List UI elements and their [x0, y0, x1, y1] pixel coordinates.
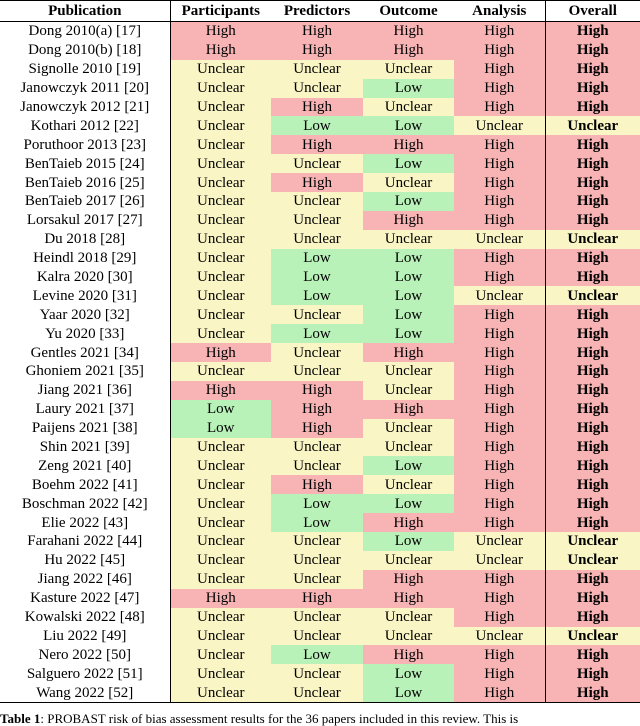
table-row — [0, 664, 640, 683]
table-row — [0, 532, 640, 551]
cell-participants: High — [170, 343, 271, 362]
cell-outcome: High — [363, 513, 454, 532]
cell-participants: Unclear — [170, 154, 271, 173]
cell-participants: Unclear — [170, 98, 271, 117]
table-row — [0, 22, 640, 41]
cell-publication: Kowalski 2022 [48] — [0, 608, 170, 627]
cell-outcome: Unclear — [363, 173, 454, 192]
cell-analysis: Unclear — [454, 286, 545, 305]
table-row — [0, 589, 640, 608]
cell-predictors: Unclear — [271, 192, 363, 211]
cell-participants: Unclear — [170, 192, 271, 211]
cell-publication: Wang 2022 [52] — [0, 683, 170, 702]
cell-participants: Unclear — [170, 60, 271, 79]
caption-label-suffix: : — [40, 712, 48, 726]
cell-analysis: High — [454, 305, 545, 324]
cell-publication: Elie 2022 [43] — [0, 513, 170, 532]
cell-predictors: Unclear — [271, 154, 363, 173]
cell-participants: Unclear — [170, 173, 271, 192]
table-row — [0, 362, 640, 381]
cell-participants: Unclear — [170, 230, 271, 249]
cell-publication: Du 2018 [28] — [0, 230, 170, 249]
cell-overall: High — [545, 154, 640, 173]
cell-publication: Dong 2010(b) [18] — [0, 41, 170, 60]
cell-outcome: Low — [363, 249, 454, 268]
cell-overall: High — [545, 608, 640, 627]
cell-predictors: Unclear — [271, 305, 363, 324]
cell-overall: High — [545, 22, 640, 41]
cell-predictors: High — [271, 173, 363, 192]
cell-publication: Dong 2010(a) [17] — [0, 22, 170, 41]
cell-outcome: Low — [363, 324, 454, 343]
cell-participants: Unclear — [170, 551, 271, 570]
cell-overall: High — [545, 41, 640, 60]
cell-overall: High — [545, 664, 640, 683]
cell-analysis: High — [454, 438, 545, 457]
cell-participants: Unclear — [170, 286, 271, 305]
cell-outcome: Unclear — [363, 419, 454, 438]
header-participants: Participants — [170, 1, 271, 22]
table-row — [0, 41, 640, 60]
cell-overall: High — [545, 456, 640, 475]
cell-publication: Ghoniem 2021 [35] — [0, 362, 170, 381]
cell-overall: Unclear — [545, 286, 640, 305]
cell-publication: Nero 2022 [50] — [0, 645, 170, 664]
table-row — [0, 419, 640, 438]
cell-outcome: High — [363, 22, 454, 41]
cell-publication: Boehm 2022 [41] — [0, 475, 170, 494]
cell-outcome: High — [363, 41, 454, 60]
cell-analysis: High — [454, 494, 545, 513]
cell-outcome: High — [363, 400, 454, 419]
cell-outcome: Low — [363, 116, 454, 135]
cell-predictors: Low — [271, 645, 363, 664]
table-row — [0, 513, 640, 532]
cell-overall: High — [545, 683, 640, 702]
cell-outcome: Unclear — [363, 438, 454, 457]
cell-overall: High — [545, 362, 640, 381]
caption-label: Table 1 — [0, 712, 41, 726]
cell-overall: High — [545, 494, 640, 513]
cell-outcome: High — [363, 343, 454, 362]
cell-overall: High — [545, 98, 640, 117]
table-row — [0, 268, 640, 287]
cell-participants: Unclear — [170, 532, 271, 551]
cell-analysis: High — [454, 400, 545, 419]
cell-analysis: High — [454, 79, 545, 98]
cell-analysis: High — [454, 154, 545, 173]
cell-participants: Unclear — [170, 305, 271, 324]
cell-publication: Kothari 2012 [22] — [0, 116, 170, 135]
cell-analysis: Unclear — [454, 532, 545, 551]
cell-predictors: Low — [271, 268, 363, 287]
cell-overall: High — [545, 438, 640, 457]
cell-participants: Unclear — [170, 324, 271, 343]
cell-publication: Paijens 2021 [38] — [0, 419, 170, 438]
cell-overall: Unclear — [545, 627, 640, 646]
header-overall: Overall — [545, 1, 640, 22]
cell-predictors: Low — [271, 286, 363, 305]
cell-analysis: High — [454, 608, 545, 627]
cell-predictors: Low — [271, 324, 363, 343]
table-row — [0, 627, 640, 646]
cell-analysis: High — [454, 683, 545, 702]
cell-publication: Laury 2021 [37] — [0, 400, 170, 419]
cell-predictors: Unclear — [271, 532, 363, 551]
cell-overall: High — [545, 645, 640, 664]
cell-overall: High — [545, 419, 640, 438]
cell-participants: Unclear — [170, 513, 271, 532]
cell-predictors: Low — [271, 513, 363, 532]
cell-predictors: High — [271, 41, 363, 60]
cell-outcome: Low — [363, 532, 454, 551]
cell-participants: Unclear — [170, 79, 271, 98]
cell-analysis: High — [454, 589, 545, 608]
cell-overall: High — [545, 173, 640, 192]
cell-outcome: Unclear — [363, 362, 454, 381]
cell-predictors: Unclear — [271, 683, 363, 702]
cell-participants: High — [170, 22, 271, 41]
cell-publication: Yu 2020 [33] — [0, 324, 170, 343]
table-row — [0, 60, 640, 79]
cell-analysis: High — [454, 192, 545, 211]
cell-publication: BenTaieb 2017 [26] — [0, 192, 170, 211]
cell-analysis: High — [454, 513, 545, 532]
cell-predictors: Unclear — [271, 343, 363, 362]
cell-outcome: Low — [363, 664, 454, 683]
cell-participants: Unclear — [170, 608, 271, 627]
cell-participants: Unclear — [170, 683, 271, 702]
cell-analysis: High — [454, 570, 545, 589]
cell-outcome: Unclear — [363, 381, 454, 400]
cell-analysis: High — [454, 419, 545, 438]
cell-publication: Yaar 2020 [32] — [0, 305, 170, 324]
cell-outcome: Low — [363, 192, 454, 211]
cell-analysis: Unclear — [454, 230, 545, 249]
table-row — [0, 381, 640, 400]
cell-analysis: High — [454, 268, 545, 287]
cell-outcome: Low — [363, 456, 454, 475]
cell-overall: High — [545, 249, 640, 268]
table-caption — [0, 712, 640, 726]
cell-analysis: High — [454, 324, 545, 343]
cell-publication: Levine 2020 [31] — [0, 286, 170, 305]
cell-analysis: High — [454, 135, 545, 154]
table-row — [0, 438, 640, 457]
cell-analysis: High — [454, 173, 545, 192]
table-row — [0, 645, 640, 664]
cell-predictors: Unclear — [271, 627, 363, 646]
cell-analysis: Unclear — [454, 627, 545, 646]
cell-predictors: Unclear — [271, 570, 363, 589]
cell-publication: Farahani 2022 [44] — [0, 532, 170, 551]
table-row — [0, 475, 640, 494]
cell-publication: Jiang 2021 [36] — [0, 381, 170, 400]
cell-overall: High — [545, 60, 640, 79]
header-publication: Publication — [0, 1, 170, 22]
header-outcome: Outcome — [363, 1, 454, 22]
cell-overall: High — [545, 135, 640, 154]
cell-outcome: Unclear — [363, 230, 454, 249]
cell-publication: Jiang 2022 [46] — [0, 570, 170, 589]
cell-analysis: Unclear — [454, 551, 545, 570]
cell-predictors: Low — [271, 249, 363, 268]
cell-participants: Unclear — [170, 211, 271, 230]
table-row — [0, 683, 640, 702]
table-row — [0, 305, 640, 324]
table-row — [0, 608, 640, 627]
cell-outcome: High — [363, 135, 454, 154]
cell-participants: High — [170, 589, 271, 608]
cell-participants: Unclear — [170, 135, 271, 154]
cell-participants: Unclear — [170, 362, 271, 381]
cell-overall: Unclear — [545, 532, 640, 551]
cell-overall: High — [545, 589, 640, 608]
table-body — [0, 22, 640, 703]
cell-publication: Poruthoor 2013 [23] — [0, 135, 170, 154]
cell-overall: High — [545, 400, 640, 419]
cell-participants: Unclear — [170, 438, 271, 457]
cell-outcome: Unclear — [363, 475, 454, 494]
cell-overall: Unclear — [545, 230, 640, 249]
cell-predictors: Unclear — [271, 362, 363, 381]
cell-overall: High — [545, 381, 640, 400]
cell-predictors: Unclear — [271, 60, 363, 79]
table-row — [0, 98, 640, 117]
header-predictors: Predictors — [271, 1, 363, 22]
table-header-row — [0, 1, 640, 22]
cell-predictors: High — [271, 589, 363, 608]
cell-analysis: High — [454, 645, 545, 664]
table-row — [0, 116, 640, 135]
cell-publication: Heindl 2018 [29] — [0, 249, 170, 268]
cell-analysis: Unclear — [454, 116, 545, 135]
cell-predictors: Unclear — [271, 664, 363, 683]
cell-overall: High — [545, 343, 640, 362]
cell-participants: Unclear — [170, 494, 271, 513]
cell-predictors: Unclear — [271, 230, 363, 249]
cell-analysis: High — [454, 22, 545, 41]
cell-analysis: High — [454, 381, 545, 400]
cell-participants: High — [170, 381, 271, 400]
cell-predictors: Low — [271, 494, 363, 513]
cell-publication: Signolle 2010 [19] — [0, 60, 170, 79]
cell-outcome: Unclear — [363, 60, 454, 79]
table-row — [0, 249, 640, 268]
cell-outcome: Unclear — [363, 608, 454, 627]
cell-overall: Unclear — [545, 116, 640, 135]
cell-publication: BenTaieb 2016 [25] — [0, 173, 170, 192]
cell-outcome: Unclear — [363, 627, 454, 646]
table-row — [0, 79, 640, 98]
cell-predictors: High — [271, 22, 363, 41]
cell-publication: Gentles 2021 [34] — [0, 343, 170, 362]
cell-analysis: High — [454, 475, 545, 494]
cell-participants: Unclear — [170, 664, 271, 683]
cell-outcome: High — [363, 645, 454, 664]
cell-predictors: High — [271, 400, 363, 419]
cell-analysis: High — [454, 249, 545, 268]
cell-analysis: High — [454, 60, 545, 79]
table-row — [0, 570, 640, 589]
cell-participants: Unclear — [170, 475, 271, 494]
cell-outcome: Low — [363, 268, 454, 287]
cell-predictors: Unclear — [271, 79, 363, 98]
cell-outcome: High — [363, 589, 454, 608]
cell-publication: Boschman 2022 [42] — [0, 494, 170, 513]
cell-participants: Unclear — [170, 116, 271, 135]
table-row — [0, 456, 640, 475]
table-row — [0, 135, 640, 154]
table-row — [0, 400, 640, 419]
cell-predictors: Unclear — [271, 438, 363, 457]
table-row — [0, 230, 640, 249]
cell-outcome: Low — [363, 79, 454, 98]
cell-participants: Low — [170, 400, 271, 419]
cell-participants: Unclear — [170, 268, 271, 287]
cell-publication: BenTaieb 2015 [24] — [0, 154, 170, 173]
cell-publication: Kalra 2020 [30] — [0, 268, 170, 287]
table-row — [0, 343, 640, 362]
cell-overall: High — [545, 268, 640, 287]
cell-overall: High — [545, 513, 640, 532]
cell-overall: High — [545, 570, 640, 589]
table-row — [0, 324, 640, 343]
cell-predictors: Unclear — [271, 456, 363, 475]
cell-publication: Hu 2022 [45] — [0, 551, 170, 570]
cell-predictors: Unclear — [271, 551, 363, 570]
cell-publication: Janowczyk 2011 [20] — [0, 79, 170, 98]
cell-analysis: High — [454, 456, 545, 475]
cell-outcome: Unclear — [363, 98, 454, 117]
cell-analysis: High — [454, 343, 545, 362]
cell-analysis: High — [454, 211, 545, 230]
cell-publication: Lorsakul 2017 [27] — [0, 211, 170, 230]
table-row — [0, 173, 640, 192]
cell-outcome: Low — [363, 305, 454, 324]
cell-analysis: High — [454, 41, 545, 60]
cell-overall: High — [545, 211, 640, 230]
cell-publication: Shin 2021 [39] — [0, 438, 170, 457]
cell-participants: Unclear — [170, 456, 271, 475]
cell-outcome: Low — [363, 494, 454, 513]
cell-outcome: Low — [363, 286, 454, 305]
cell-overall: High — [545, 305, 640, 324]
cell-overall: High — [545, 192, 640, 211]
header-analysis: Analysis — [454, 1, 545, 22]
cell-predictors: Low — [271, 116, 363, 135]
cell-overall: Unclear — [545, 551, 640, 570]
cell-predictors: Unclear — [271, 608, 363, 627]
cell-outcome: High — [363, 211, 454, 230]
table-row — [0, 192, 640, 211]
table-row — [0, 494, 640, 513]
cell-publication: Zeng 2021 [40] — [0, 456, 170, 475]
cell-participants: High — [170, 41, 271, 60]
cell-predictors: High — [271, 475, 363, 494]
cell-analysis: High — [454, 664, 545, 683]
cell-predictors: Unclear — [271, 211, 363, 230]
cell-participants: Unclear — [170, 570, 271, 589]
cell-publication: Salguero 2022 [51] — [0, 664, 170, 683]
cell-publication: Janowczyk 2012 [21] — [0, 98, 170, 117]
cell-predictors: High — [271, 135, 363, 154]
cell-publication: Kasture 2022 [47] — [0, 589, 170, 608]
cell-participants: Unclear — [170, 249, 271, 268]
cell-predictors: High — [271, 98, 363, 117]
caption-text: PROBAST risk of bias assessment results for the 36 papers included in this review. This is — [47, 712, 519, 726]
cell-predictors: High — [271, 419, 363, 438]
cell-participants: Unclear — [170, 627, 271, 646]
cell-overall: High — [545, 475, 640, 494]
cell-analysis: High — [454, 98, 545, 117]
cell-participants: Low — [170, 419, 271, 438]
cell-analysis: High — [454, 362, 545, 381]
table-row — [0, 154, 640, 173]
table-row — [0, 286, 640, 305]
table-row — [0, 211, 640, 230]
cell-outcome: Low — [363, 683, 454, 702]
cell-overall: High — [545, 79, 640, 98]
cell-predictors: High — [271, 381, 363, 400]
table-row — [0, 551, 640, 570]
cell-publication: Liu 2022 [49] — [0, 627, 170, 646]
cell-overall: High — [545, 324, 640, 343]
cell-outcome: Unclear — [363, 551, 454, 570]
cell-outcome: High — [363, 570, 454, 589]
cell-participants: Unclear — [170, 645, 271, 664]
cell-outcome: Low — [363, 154, 454, 173]
